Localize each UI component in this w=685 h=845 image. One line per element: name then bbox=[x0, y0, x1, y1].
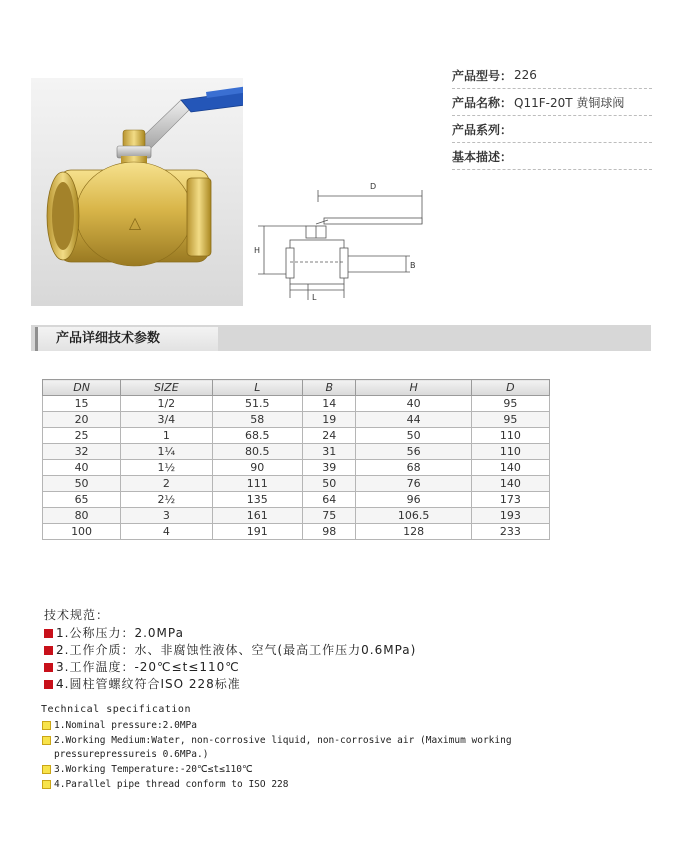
table-cell: 110 bbox=[471, 428, 549, 444]
table-cell: 44 bbox=[356, 412, 471, 428]
tech-spec-en-text: 1.Nominal pressure:2.0MPa bbox=[54, 720, 197, 731]
table-row bbox=[43, 444, 550, 460]
table-cell: 95 bbox=[471, 412, 549, 428]
red-square-bullet-icon bbox=[44, 629, 53, 638]
table-cell: 80.5 bbox=[212, 444, 303, 460]
dim-label-b: B bbox=[410, 261, 416, 270]
yellow-square-bullet-icon bbox=[42, 721, 51, 730]
red-square-bullet-icon bbox=[44, 663, 53, 672]
table-cell: 3 bbox=[121, 508, 212, 524]
tech-spec-en-item bbox=[42, 733, 604, 748]
technical-spec bbox=[41, 606, 604, 792]
table-cell: 98 bbox=[303, 524, 356, 540]
tech-spec-cn-item bbox=[44, 659, 604, 676]
table-cell: 50 bbox=[356, 428, 471, 444]
tech-spec-cn-text: 1.公称压力：2.0MPa bbox=[56, 626, 184, 640]
section-title: 产品详细技术参数 bbox=[35, 327, 218, 351]
table-cell: 110 bbox=[471, 444, 549, 460]
tech-spec-cn-text: 3.工作温度：-20℃≤t≤110℃ bbox=[56, 660, 240, 674]
table-cell: 1 bbox=[121, 428, 212, 444]
spec-table-header-cell: H bbox=[356, 380, 471, 396]
table-cell: 32 bbox=[43, 444, 121, 460]
table-cell: 40 bbox=[43, 460, 121, 476]
table-cell: 128 bbox=[356, 524, 471, 540]
table-cell: 111 bbox=[212, 476, 303, 492]
series-label: 产品系列： bbox=[452, 122, 513, 137]
table-row bbox=[43, 412, 550, 428]
dimension-drawing bbox=[246, 176, 426, 306]
table-cell: 24 bbox=[303, 428, 356, 444]
description-label: 基本描述： bbox=[452, 149, 513, 164]
tech-spec-en-text: 3.Working Temperature:-20℃≤t≤110℃ bbox=[54, 764, 253, 775]
svg-text:△: △ bbox=[128, 213, 142, 232]
table-cell: 4 bbox=[121, 524, 212, 540]
tech-spec-en-text-continued: pressurepressureis 0.6MPa.) bbox=[54, 749, 209, 760]
table-cell: 140 bbox=[471, 460, 549, 476]
table-cell: 50 bbox=[303, 476, 356, 492]
table-row bbox=[43, 508, 550, 524]
product-info bbox=[452, 62, 652, 170]
spec-table-header-row bbox=[43, 380, 550, 396]
table-cell: 14 bbox=[303, 396, 356, 412]
table-cell: 1/2 bbox=[121, 396, 212, 412]
table-cell: 173 bbox=[471, 492, 549, 508]
table-cell: 90 bbox=[212, 460, 303, 476]
table-row bbox=[43, 524, 550, 540]
table-cell: 51.5 bbox=[212, 396, 303, 412]
product-photo bbox=[31, 78, 243, 306]
table-cell: 39 bbox=[303, 460, 356, 476]
table-cell: 100 bbox=[43, 524, 121, 540]
table-cell: 140 bbox=[471, 476, 549, 492]
tech-spec-cn-text: 4.圆柱管螺纹符合ISO 228标准 bbox=[56, 677, 241, 691]
tech-spec-cn-item bbox=[44, 625, 604, 642]
table-cell: 58 bbox=[212, 412, 303, 428]
tech-spec-cn-item bbox=[44, 676, 604, 693]
table-cell: 193 bbox=[471, 508, 549, 524]
name-value: Q11F-20T 黄铜球阀 bbox=[514, 95, 625, 110]
spec-table-header-cell: D bbox=[471, 380, 549, 396]
spec-table bbox=[42, 379, 550, 540]
table-cell: 233 bbox=[471, 524, 549, 540]
tech-spec-cn-text: 2.工作介质：水、非腐蚀性液体、空气(最高工作压力0.6MPa) bbox=[56, 643, 417, 657]
table-row bbox=[43, 492, 550, 508]
red-square-bullet-icon bbox=[44, 680, 53, 689]
table-cell: 31 bbox=[303, 444, 356, 460]
tech-spec-en-title: Technical specification bbox=[41, 704, 191, 715]
table-cell: 95 bbox=[471, 396, 549, 412]
table-cell: 20 bbox=[43, 412, 121, 428]
table-cell: 161 bbox=[212, 508, 303, 524]
table-cell: 106.5 bbox=[356, 508, 471, 524]
table-row bbox=[43, 396, 550, 412]
red-square-bullet-icon bbox=[44, 646, 53, 655]
tech-spec-en-text: 4.Parallel pipe thread conform to ISO 228 bbox=[54, 779, 289, 790]
dim-label-d: D bbox=[370, 182, 377, 191]
table-cell: 25 bbox=[43, 428, 121, 444]
table-cell: 1¼ bbox=[121, 444, 212, 460]
section-header-bar bbox=[31, 325, 651, 351]
spec-table-header-cell: DN bbox=[43, 380, 121, 396]
table-cell: 64 bbox=[303, 492, 356, 508]
spec-table-header-cell: B bbox=[303, 380, 356, 396]
tech-spec-en-item bbox=[42, 762, 604, 777]
info-row-description bbox=[452, 143, 652, 170]
table-cell: 1½ bbox=[121, 460, 212, 476]
table-cell: 76 bbox=[356, 476, 471, 492]
ball-valve-image bbox=[31, 78, 243, 306]
yellow-square-bullet-icon bbox=[42, 780, 51, 789]
info-row-series bbox=[452, 116, 652, 143]
dim-label-l: L bbox=[312, 293, 317, 302]
tech-spec-en-text: 2.Working Medium:Water, non-corrosive liquid, non-corrosive air (Maximum working bbox=[54, 735, 512, 746]
table-cell: 40 bbox=[356, 396, 471, 412]
table-cell: 50 bbox=[43, 476, 121, 492]
table-cell: 68.5 bbox=[212, 428, 303, 444]
table-cell: 3/4 bbox=[121, 412, 212, 428]
tech-spec-cn-item bbox=[44, 642, 604, 659]
table-row bbox=[43, 460, 550, 476]
name-label: 产品名称： bbox=[452, 95, 513, 110]
yellow-square-bullet-icon bbox=[42, 736, 51, 745]
tech-spec-en-item bbox=[42, 777, 604, 792]
table-cell: 65 bbox=[43, 492, 121, 508]
table-cell: 135 bbox=[212, 492, 303, 508]
table-cell: 19 bbox=[303, 412, 356, 428]
table-cell: 15 bbox=[43, 396, 121, 412]
table-cell: 96 bbox=[356, 492, 471, 508]
yellow-square-bullet-icon bbox=[42, 765, 51, 774]
table-cell: 68 bbox=[356, 460, 471, 476]
table-cell: 56 bbox=[356, 444, 471, 460]
table-row bbox=[43, 428, 550, 444]
info-row-name bbox=[452, 89, 652, 116]
table-row bbox=[43, 476, 550, 492]
dim-label-h: H bbox=[254, 246, 261, 255]
table-cell: 80 bbox=[43, 508, 121, 524]
model-label: 产品型号： bbox=[452, 68, 513, 83]
spec-table-header-cell: L bbox=[212, 380, 303, 396]
table-cell: 2 bbox=[121, 476, 212, 492]
model-value: 226 bbox=[514, 68, 537, 82]
spec-table-header-cell: SIZE bbox=[121, 380, 212, 396]
tech-spec-cn-title: 技术规范： bbox=[44, 608, 110, 622]
table-cell: 2½ bbox=[121, 492, 212, 508]
info-row-model bbox=[452, 62, 652, 89]
table-cell: 75 bbox=[303, 508, 356, 524]
table-cell: 191 bbox=[212, 524, 303, 540]
tech-spec-en-item bbox=[42, 718, 604, 733]
spec-table-body bbox=[43, 396, 550, 540]
